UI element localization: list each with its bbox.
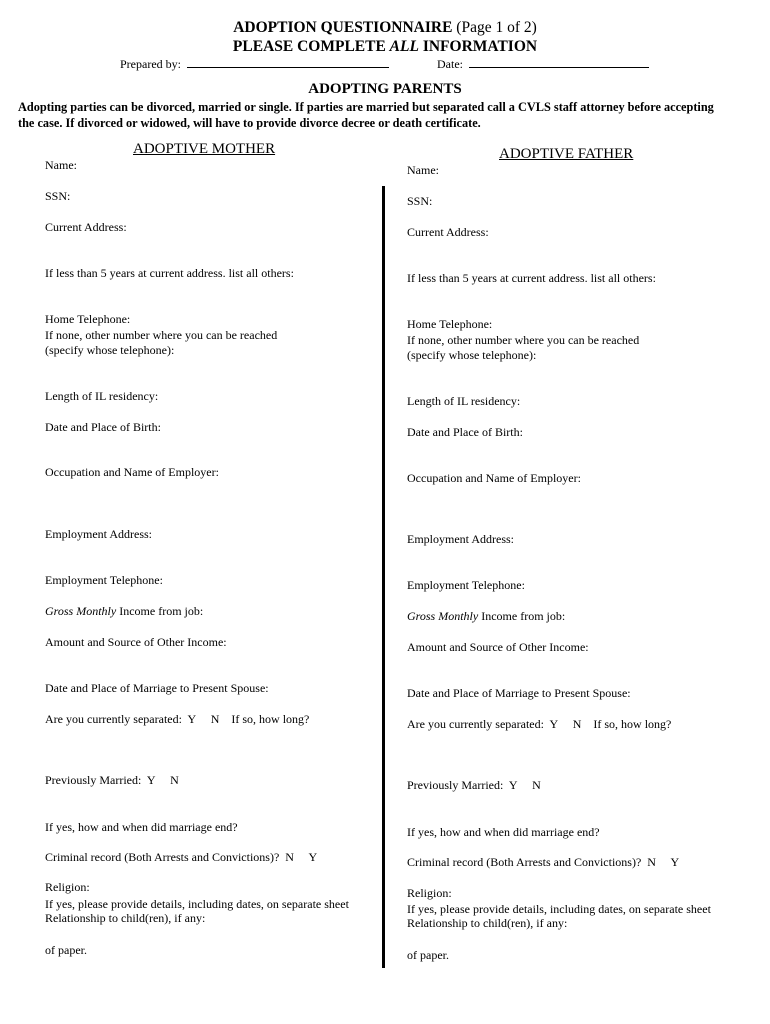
subtitle-pre: PLEASE COMPLETE (232, 38, 386, 55)
mother-criminal-line-1: Criminal record (Both Arrests and Convictions)? N Y (45, 850, 318, 864)
mother-name-field: Name: (45, 158, 77, 172)
mother-birth-field: Date and Place of Birth: (45, 420, 161, 434)
intro-line-2: the case. If divorced or widowed, will have to provide divorce decree or death certificate. (18, 116, 481, 130)
father-employment-telephone-field: Employment Telephone: (407, 578, 525, 592)
father-home-tel-line-2: If none, other number where you can be reached (407, 332, 640, 347)
form-subtitle (0, 38, 770, 56)
father-birth-field: Date and Place of Birth: (407, 425, 523, 439)
mother-other-income-field: Amount and Source of Other Income: (45, 635, 227, 649)
prepared-by-row (120, 56, 389, 72)
father-name-field: Name: (407, 163, 439, 177)
father-il-residency-field: Length of IL residency: (407, 394, 521, 408)
mother-prev-married-line-2: If yes, how and when did marriage end? (45, 819, 238, 834)
date-label: Date: (437, 57, 463, 71)
father-gross-income-field (407, 609, 565, 625)
father-gross-rest: Income from job: (478, 609, 566, 623)
mother-home-tel-line-1: Home Telephone: (45, 312, 131, 326)
mother-current-address-field: Current Address: (45, 220, 127, 234)
form-title-page: (Page 1 of 2) (456, 19, 537, 36)
form-title (0, 19, 770, 37)
column-divider (382, 186, 385, 968)
mother-ssn-field: SSN: (45, 189, 71, 203)
date-line[interactable] (469, 56, 649, 68)
mother-employment-address-field: Employment Address: (45, 527, 152, 541)
father-prev-married-line-2: If yes, how and when did marriage end? (407, 824, 600, 839)
mother-il-residency-field: Length of IL residency: (45, 389, 159, 403)
mother-relationship-field: Relationship to child(ren), if any: (45, 911, 206, 925)
father-occupation-field: Occupation and Name of Employer: (407, 471, 581, 485)
mother-home-tel-line-2: If none, other number where you can be reached (45, 327, 278, 342)
father-criminal-record-field (407, 824, 711, 979)
mother-separated-field: Are you currently separated: Y N If so, how long? (45, 712, 310, 726)
mother-home-telephone-field (45, 312, 277, 359)
mother-employment-telephone-field: Employment Telephone: (45, 573, 163, 587)
father-religion-field: Religion: (407, 886, 452, 900)
father-heading: ADOPTIVE FATHER (499, 146, 634, 162)
mother-heading: ADOPTIVE MOTHER (133, 141, 276, 157)
mother-marriage-field: Date and Place of Marriage to Present Spouse: (45, 681, 269, 695)
form-title-main: ADOPTION QUESTIONNAIRE (233, 19, 453, 36)
father-separated-field: Are you currently separated: Y N If so, how long? (407, 717, 672, 731)
mother-home-tel-line-3: (specify whose telephone): (45, 343, 175, 357)
father-marriage-field: Date and Place of Marriage to Present Spouse: (407, 686, 631, 700)
mother-gross-income-field (45, 604, 203, 620)
intro-line-1: Adopting parties can be divorced, married or single. If parties are married but separated call a CVLS staff attorney before accepting (18, 100, 714, 114)
father-ssn-field: SSN: (407, 194, 433, 208)
father-criminal-line-1: Criminal record (Both Arrests and Convictions)? N Y (407, 855, 680, 869)
father-prev-married-line-1: Previously Married: Y N (407, 778, 541, 792)
father-current-address-field: Current Address: (407, 225, 489, 239)
father-gross-em: Gross Monthly (407, 609, 479, 623)
mother-criminal-line-2: If yes, please provide details, including dates, on separate sheet (45, 896, 349, 911)
prepared-by-line[interactable] (187, 56, 389, 68)
mother-gross-em: Gross Monthly (45, 604, 117, 618)
mother-criminal-line-3: of paper. (45, 943, 87, 957)
mother-gross-rest: Income from job: (116, 604, 204, 618)
father-home-tel-line-1: Home Telephone: (407, 317, 493, 331)
father-employment-address-field: Employment Address: (407, 532, 514, 546)
father-previous-addresses-field: If less than 5 years at current address. list all others: (407, 271, 656, 285)
father-criminal-line-2: If yes, please provide details, including dates, on separate sheet (407, 901, 711, 916)
subtitle-emphasis: ALL (389, 38, 419, 55)
father-relationship-field: Relationship to child(ren), if any: (407, 916, 568, 930)
father-home-tel-line-3: (specify whose telephone): (407, 348, 537, 362)
mother-criminal-record-field (45, 819, 349, 974)
mother-religion-field: Religion: (45, 880, 90, 894)
date-row (437, 56, 649, 72)
mother-occupation-field: Occupation and Name of Employer: (45, 465, 219, 479)
mother-prev-married-line-1: Previously Married: Y N (45, 773, 179, 787)
section-heading: ADOPTING PARENTS (308, 81, 462, 97)
father-other-income-field: Amount and Source of Other Income: (407, 640, 589, 654)
father-criminal-line-3: of paper. (407, 948, 449, 962)
prepared-by-label: Prepared by: (120, 57, 181, 71)
subtitle-post: INFORMATION (422, 38, 538, 55)
father-home-telephone-field (407, 317, 639, 364)
intro-text (18, 99, 758, 131)
mother-previous-addresses-field: If less than 5 years at current address. list all others: (45, 266, 294, 280)
